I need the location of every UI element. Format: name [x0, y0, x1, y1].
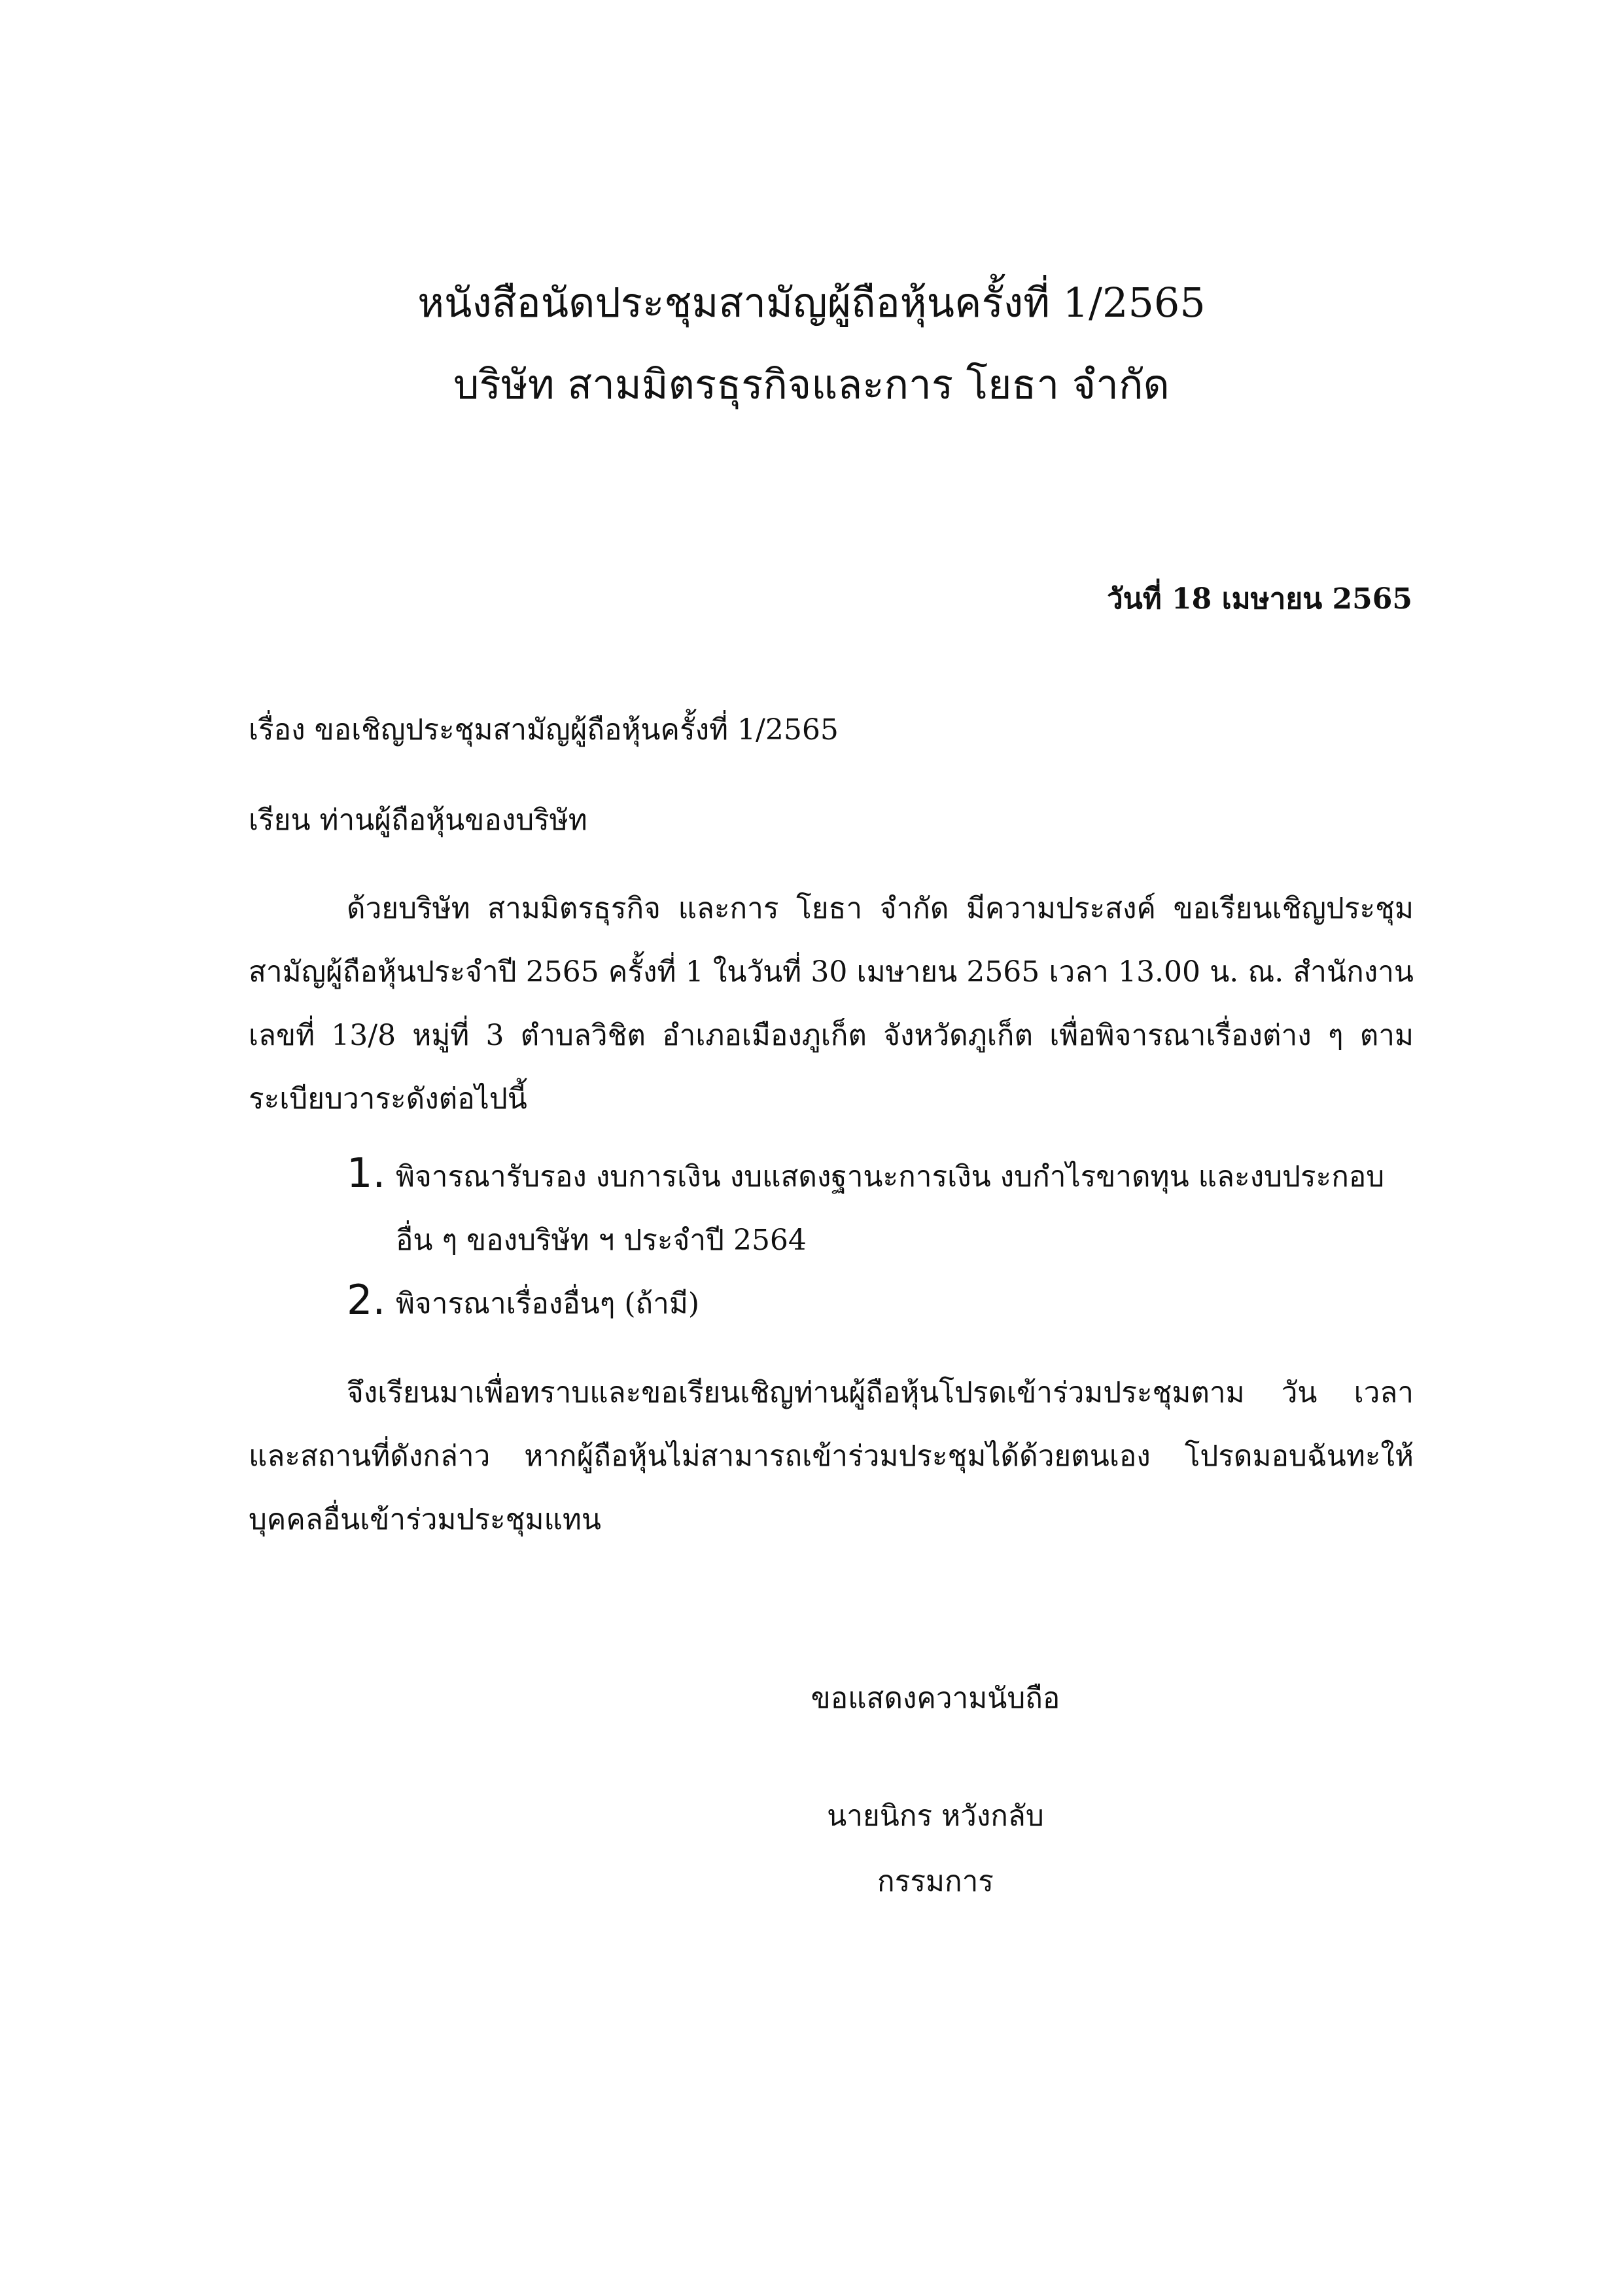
letter-subject: เรื่อง ขอเชิญประชุมสามัญผู้ถือหุ้นครั้งที่ 1/2565	[249, 713, 839, 747]
letter-recipient: เรียน ท่านผู้ถือหุ้นของบริษัท	[249, 804, 587, 837]
signer-position: กรรมการ	[877, 1865, 994, 1898]
title-line-2: บริษัท สามมิตรธุรกิจและการ โยธา จำกัด	[453, 361, 1170, 408]
agenda-item-1	[347, 1145, 1393, 1272]
agenda-item-2	[347, 1272, 1393, 1335]
signer-name: นายนิกร หวังกลับ	[827, 1799, 1044, 1833]
letter-date: วันที่ 18 เมษายน 2565	[1106, 582, 1412, 616]
agenda-number-1: 1.	[347, 1149, 386, 1197]
letter-title	[0, 262, 1623, 425]
agenda-text-2: พิจารณาเรื่องอื่นๆ (ถ้ามี)	[396, 1287, 700, 1320]
conclusion-paragraph: จึงเรียนมาเพื่อทราบและขอเรียนเชิญท่านผู้ถือหุ้นโปรดเข้าร่วมประชุมตาม วัน เวลา และสถานที่ดังกล่าว หากผู้ถือหุ้นไม่สามารถเข้าร่วมประชุมได้ด้วยตนเอง โปรดมอบฉันทะให้บุคคลอื่นเข้าร่วมประชุมแทน	[249, 1376, 1414, 1536]
intro-paragraph: ด้วยบริษัท สามมิตรธุรกิจ และการ โยธา จำกัด มีความประสงค์ ขอเรียนเชิญประชุมสามัญผู้ถือหุ้นประจำปี 2565 ครั้งที่ 1 ในวันที่ 30 เมษายน 2565 เวลา 13.00 น. ณ. สำนักงาน เลขที่ 13/8 หมู่ที่ 3 ตำบลวิชิต อำเภอเมืองภูเก็ต จังหวัดภูเก็ต เพื่อพิจารณาเรื่องต่าง ๆ ตามระเบียบวาระดังต่อไปนี้	[249, 892, 1414, 1116]
closing-regards: ขอแสดงความนับถือ	[811, 1682, 1060, 1715]
agenda-number-2: 2.	[347, 1276, 386, 1324]
title-line-1: หนังสือนัดประชุมสามัญผู้ถือหุ้นครั้งที่ 1/2565	[417, 279, 1206, 327]
agenda-text-1: พิจารณารับรอง งบการเงิน งบแสดงฐานะการเงิน งบกำไรขาดทุน และงบประกอบอื่น ๆ ของบริษัท ฯ ประจำปี 2564	[396, 1160, 1385, 1257]
